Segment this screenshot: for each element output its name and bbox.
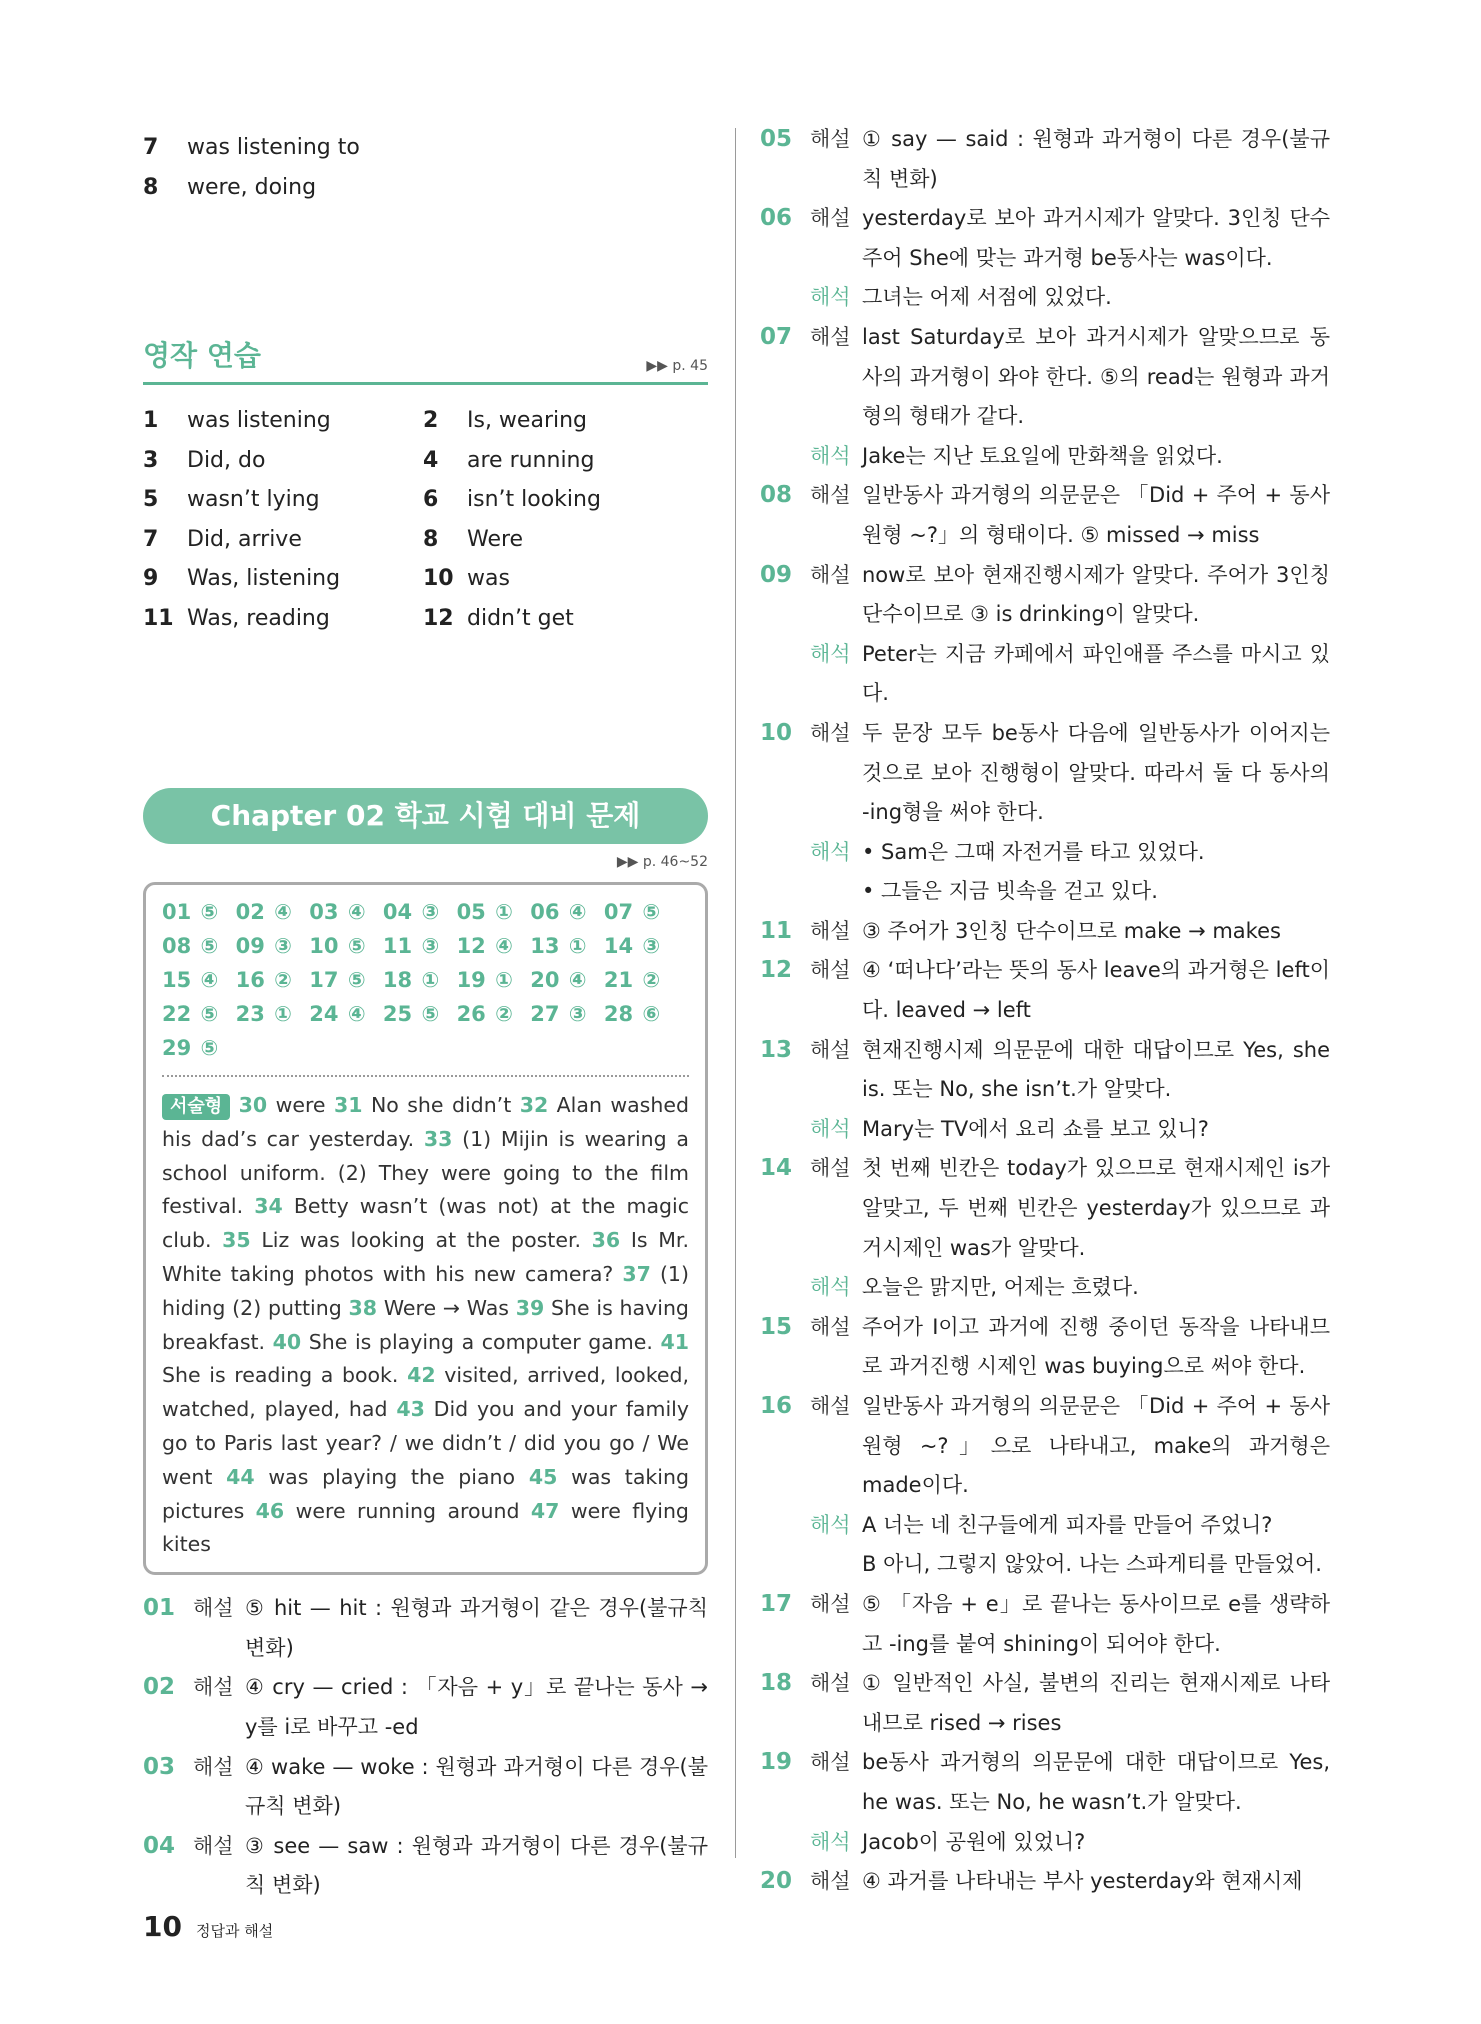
explanation-label: 해설	[810, 206, 851, 231]
writing-item	[423, 401, 703, 441]
explanation-item	[760, 1387, 1330, 1506]
explanation-label: 해설	[810, 1314, 851, 1339]
explanation-number: 07	[760, 323, 793, 350]
explanation-label: 해설	[810, 483, 851, 508]
writing-item-text: Is, wearing	[467, 408, 588, 433]
explanation-text: now로 보아 현재진행시제가 알맞다. 주어가 3인칭 단수이므로 ③ is drinking이 알맞다.	[862, 562, 1330, 627]
explanation-label: 해설	[810, 918, 851, 943]
explanation-number: 01	[143, 1595, 176, 1622]
writing-section-header	[143, 334, 708, 385]
writing-item-number: 10	[423, 566, 454, 591]
explanation-text: Peter는 지금 카페에서 파인애플 주스를 마시고 있다.	[862, 641, 1330, 706]
explanation-label: 해설	[810, 127, 851, 151]
mc-answer: 26 ②	[456, 1002, 513, 1026]
explanation-item	[760, 635, 1330, 714]
writing-item	[143, 520, 423, 560]
explanation-text: 주어가 I이고 과거에 진행 중이던 동작을 나타내므로 과거진행 시제인 was buying으로 써야 한다.	[862, 1314, 1330, 1379]
explanation-text: 그녀는 어제 서점에 있었다.	[862, 285, 1112, 310]
essay-question-number: 34	[254, 1194, 283, 1219]
essay-answer-text: was playing the piano	[268, 1464, 516, 1489]
chapter-page-ref: ▶▶ p. 46~52	[616, 854, 708, 870]
essay-question-number: 31	[333, 1093, 363, 1117]
explanation-text: ③ 주어가 3인칭 단수이므로 make → makes	[862, 918, 1281, 943]
essay-question-number: 33	[423, 1126, 453, 1151]
writing-item	[423, 559, 703, 599]
writing-item-text: wasn’t lying	[187, 487, 320, 512]
essay-answer-text: Liz was looking at the poster.	[261, 1228, 582, 1253]
essay-question-number: 44	[226, 1464, 255, 1489]
explanation-number: 08	[760, 482, 793, 509]
explanation-item	[760, 1664, 1330, 1743]
writing-item-text: was listening	[187, 408, 331, 433]
explanation-item	[143, 1748, 708, 1827]
writing-item	[143, 441, 423, 481]
explanation-label: 해설	[193, 1596, 234, 1621]
mc-answer: 15 ④	[162, 968, 219, 992]
explanation-number: 12	[760, 957, 793, 984]
footer-label: 정답과 해설	[195, 1922, 274, 1940]
explanation-item	[760, 1031, 1330, 1110]
mc-answer: 05 ①	[456, 900, 513, 924]
explanation-item	[760, 318, 1330, 437]
explanation-text: 일반동사 과거형의 의문문은 「Did + 주어 + 동사원형 ~?」의 형태이다. ⑤ missed → miss	[862, 483, 1330, 547]
writing-item-number: 6	[423, 487, 439, 512]
explanation-number	[760, 1110, 810, 1150]
explanation-text: ① 일반적인 사실, 불변의 진리는 현재시제로 나타내므로 rised → rises	[862, 1671, 1330, 1735]
explanation-text: 일반동사 과거형의 의문문은 「Did + 주어 + 동사원형 ~?」으로 나타내고, make의 과거형은 made이다.	[862, 1394, 1330, 1498]
explanation-text: ① say — said : 원형과 과거형이 다른 경우(불규칙 변화)	[862, 127, 1330, 191]
writing-item-number: 9	[143, 566, 159, 591]
explanation-item	[760, 1862, 1330, 1902]
mc-answer: 02 ④	[235, 900, 292, 924]
explanation-label: 해설	[810, 720, 851, 745]
writing-item-text: Did, do	[187, 447, 266, 473]
writing-item-text: Did, arrive	[187, 526, 302, 552]
explanation-text: yesterday로 보아 과거시제가 알맞다. 3인칭 단수 주어 She에 맞는 과거형 be동사는 was이다.	[862, 206, 1330, 270]
essay-question-number: 30	[238, 1093, 268, 1117]
mc-answer: 07 ⑤	[603, 900, 661, 924]
answer-box	[143, 882, 708, 1575]
explanation-label: 해설	[810, 324, 851, 349]
essay-answer-text: were running around	[295, 1498, 520, 1523]
explanation-number	[760, 1506, 810, 1546]
page-number: 10	[143, 1910, 182, 1943]
explanation-item	[143, 1668, 708, 1747]
explanation-text: • 그들은 지금 빗속을 걷고 있다.	[862, 879, 1158, 904]
writing-answers	[143, 401, 708, 638]
explanation-number: 19	[760, 1749, 793, 1776]
essay-answer-text: visited, arrived, looked, watched, played, had	[162, 1363, 689, 1422]
explanation-item	[760, 1743, 1330, 1822]
explanation-text: 오늘은 맑지만, 어제는 흐렸다.	[862, 1275, 1139, 1300]
explanation-label: 해설	[193, 1833, 234, 1858]
mc-answer: 03 ④	[309, 900, 366, 924]
writing-item-text: are running	[467, 447, 595, 473]
mc-answer: 18 ①	[382, 968, 440, 992]
explanation-text: Mary는 TV에서 요리 쇼를 보고 있니?	[862, 1116, 1209, 1141]
explanation-text: ④ cry — cried : 「자음 + y」로 끝나는 동사 → y를 i로 바꾸고 -ed	[245, 1675, 708, 1739]
explanation-text: ④ ‘떠나다’라는 뜻의 동사 leave의 과거형은 left이다. leaved → left	[862, 958, 1330, 1023]
explanation-label: 해석	[810, 641, 851, 666]
writing-item	[423, 599, 703, 639]
explanation-label	[810, 1545, 862, 1585]
essay-question-number: 39	[515, 1295, 545, 1320]
explanation-label: 해석	[810, 839, 851, 864]
page-footer	[143, 1910, 273, 1943]
answer-text: were, doing	[187, 175, 317, 200]
essay-question-number: 41	[660, 1329, 689, 1354]
explanation-number: 02	[143, 1674, 176, 1701]
essay-question-number: 35	[222, 1228, 251, 1253]
explanation-number	[760, 278, 810, 318]
explanation-item	[760, 1149, 1330, 1268]
explanation-label: 해석	[810, 285, 851, 310]
essay-answers	[162, 1089, 689, 1562]
left-column	[143, 128, 708, 1906]
mc-answer: 16 ②	[235, 968, 292, 992]
explanation-label: 해설	[810, 1671, 851, 1696]
essay-question-number: 38	[348, 1295, 378, 1320]
essay-tag: 서술형	[162, 1094, 230, 1120]
essay-question-number: 45	[528, 1464, 558, 1489]
multiple-choice-answers	[162, 895, 689, 1065]
mc-answer: 04 ③	[382, 900, 440, 924]
essay-question-number: 37	[622, 1261, 651, 1286]
explanation-text: ④ 과거를 나타내는 부사 yesterday와 현재시제	[862, 1869, 1303, 1894]
answer-row	[143, 168, 708, 208]
explanation-number	[760, 437, 810, 477]
writing-section-title: 영작 연습	[143, 339, 261, 372]
explanation-number: 14	[760, 1155, 793, 1182]
explanation-number: 04	[143, 1832, 176, 1859]
essay-answer-text: She is reading a book.	[162, 1363, 399, 1388]
explanation-label: 해석	[810, 1116, 851, 1141]
explanation-number: 10	[760, 719, 793, 746]
mc-answer: 12 ④	[456, 934, 513, 958]
explanation-label	[810, 872, 862, 912]
writing-item	[423, 441, 703, 481]
explanation-item	[760, 1585, 1330, 1664]
explanation-item	[143, 1827, 708, 1906]
explanation-item	[760, 1545, 1330, 1585]
writing-item-number: 7	[143, 526, 159, 552]
explanation-item	[760, 1268, 1330, 1308]
explanation-item	[760, 951, 1330, 1030]
essay-question-number: 40	[272, 1329, 302, 1354]
essay-question-number: 46	[255, 1498, 285, 1523]
mc-answer: 23 ①	[235, 1002, 292, 1026]
essay-answer-text: Were → Was	[383, 1295, 509, 1320]
column-divider	[735, 128, 736, 1858]
explanation-item	[760, 833, 1330, 873]
explanation-label: 해석	[810, 1829, 851, 1854]
explanation-text: ④ wake — woke : 원형과 과거형이 다른 경우(불규칙 변화)	[245, 1754, 708, 1819]
explanation-number: 11	[760, 917, 793, 944]
explanation-label: 해설	[810, 1037, 851, 1062]
mc-answer: 01 ⑤	[162, 900, 219, 924]
explanation-number: 13	[760, 1036, 793, 1063]
mc-answer: 08 ⑤	[162, 934, 219, 958]
essay-answer-text: was taking pictures	[162, 1464, 689, 1523]
writing-item	[143, 480, 423, 520]
writing-item	[143, 401, 423, 441]
explanation-number: 15	[760, 1313, 793, 1340]
explanation-label: 해설	[810, 1156, 851, 1181]
writing-item-number: 8	[423, 526, 439, 552]
explanation-text: 첫 번째 빈칸은 today가 있으므로 현재시제인 is가 알맞고, 두 번째 빈칸은 yesterday가 있으므로 과거시제인 was가 알맞다.	[862, 1156, 1330, 1260]
writing-item	[143, 599, 423, 639]
mc-answer: 27 ③	[530, 1002, 587, 1026]
explanation-label: 해설	[810, 1591, 851, 1616]
essay-answer-text: (1) hiding (2) putting	[162, 1261, 689, 1320]
writing-item-number: 1	[143, 408, 159, 433]
writing-item-number: 4	[423, 447, 439, 473]
explanation-number: 18	[760, 1670, 793, 1697]
writing-item	[423, 480, 703, 520]
writing-item-text: isn’t looking	[467, 487, 601, 512]
mc-answer: 09 ③	[235, 934, 292, 958]
answer-number: 8	[143, 175, 159, 200]
explanation-item	[760, 1823, 1330, 1863]
essay-answer-text: Alan washed his dad’s car yesterday.	[162, 1093, 689, 1151]
explanation-item	[760, 1506, 1330, 1546]
explanation-text: • Sam은 그때 자전거를 타고 있었다.	[862, 839, 1205, 864]
mc-answer: 10 ⑤	[309, 934, 366, 958]
explanation-text: last Saturday로 보아 과거시제가 알맞으므로 동사의 과거형이 와야 한다. ⑤의 read는 원형과 과거형의 형태가 같다.	[862, 324, 1330, 429]
explanation-number	[760, 833, 810, 873]
mc-answer: 11 ③	[382, 934, 440, 958]
writing-item-number: 2	[423, 408, 439, 433]
mc-answer: 20 ④	[530, 968, 587, 992]
writing-item-text: was	[467, 566, 510, 591]
explanation-number	[760, 1268, 810, 1308]
explanation-item	[760, 714, 1330, 833]
explanation-text: B 아니, 그렇지 않았어. 나는 스파게티를 만들었어.	[862, 1552, 1322, 1577]
explanation-number: 17	[760, 1590, 793, 1617]
chapter-banner: Chapter 02 학교 시험 대비 문제	[143, 788, 708, 844]
essay-question-number: 43	[396, 1397, 425, 1422]
mc-answer: 06 ④	[530, 900, 587, 924]
explanation-text: 현재진행시제 의문문에 대한 대답이므로 Yes, she is. 또는 No, she isn’t.가 알맞다.	[862, 1037, 1330, 1102]
explanation-item	[760, 199, 1330, 278]
mc-answer: 14 ③	[603, 934, 661, 958]
essay-answer-text: Did you and your family go to Paris last year? / we didn’t / did you go / We went	[162, 1397, 689, 1489]
mc-answer: 28 ⑥	[603, 1002, 661, 1026]
explanation-label: 해석	[810, 1275, 851, 1300]
mc-answer: 17 ⑤	[309, 968, 366, 992]
mc-answer: 24 ④	[309, 1002, 366, 1026]
explanation-item	[760, 872, 1330, 912]
explanation-text: ③ see — saw : 원형과 과거형이 다른 경우(불규칙 변화)	[245, 1833, 708, 1898]
explanation-label: 해석	[810, 443, 851, 468]
explanation-text: Jake는 지난 토요일에 만화책을 읽었다.	[862, 443, 1223, 468]
essay-answer-text: (1) Mijin is wearing a school uniform. (2) They were going to the film festival.	[162, 1126, 689, 1219]
dotted-divider	[162, 1075, 689, 1077]
writing-item	[143, 559, 423, 599]
explanation-label: 해설	[193, 1754, 234, 1779]
explanation-text: ⑤ hit — hit : 원형과 과거형이 같은 경우(불규칙 변화)	[245, 1596, 708, 1660]
top-answers	[143, 128, 708, 208]
explanations-left	[143, 1589, 708, 1906]
explanation-text: 두 문장 모두 be동사 다음에 일반동사가 이어지는 것으로 보아 진행형이 알맞다. 따라서 둘 다 동사의 -ing형을 써야 한다.	[862, 720, 1330, 825]
answer-text: was listening to	[187, 135, 360, 160]
explanation-label: 해석	[810, 1512, 851, 1537]
explanation-item	[760, 120, 1330, 199]
explanation-item	[760, 437, 1330, 477]
mc-answer: 13 ①	[530, 934, 587, 958]
writing-item-number: 11	[143, 605, 174, 631]
explanation-item	[143, 1589, 708, 1668]
mc-answer: 25 ⑤	[382, 1002, 440, 1026]
explanation-number	[760, 1545, 810, 1585]
essay-answer-text: She is having breakfast.	[162, 1295, 689, 1354]
essay-question-number: 47	[530, 1498, 560, 1523]
writing-item-text: Was, listening	[187, 566, 341, 591]
essay-answer-text: Is Mr. White taking photos with his new camera?	[162, 1228, 689, 1286]
explanation-item	[760, 1110, 1330, 1150]
writing-page-ref: ▶▶ p. 45	[646, 358, 708, 374]
explanation-number: 16	[760, 1393, 793, 1419]
explanations-right	[760, 120, 1330, 1902]
mc-answer: 29 ⑤	[162, 1036, 219, 1060]
explanation-label: 해설	[810, 958, 851, 983]
explanation-number: 06	[760, 205, 793, 232]
explanation-item	[760, 912, 1330, 952]
writing-item-number: 3	[143, 447, 159, 473]
essay-answer-text: were	[275, 1093, 326, 1117]
mc-answer: 21 ②	[603, 968, 661, 992]
mc-answer: 19 ①	[456, 968, 513, 992]
explanation-text: be동사 과거형의 의문문에 대한 대답이므로 Yes, he was. 또는 No, he wasn’t.가 알맞다.	[862, 1750, 1330, 1814]
explanation-number	[760, 635, 810, 714]
explanation-text: A 너는 네 친구들에게 피자를 만들어 주었니?	[862, 1512, 1273, 1537]
explanation-item	[760, 556, 1330, 635]
explanation-number: 20	[760, 1868, 793, 1895]
explanation-text: ⑤ 「자음 + e」로 끝나는 동사이므로 e를 생략하고 -ing를 붙여 shining이 되어야 한다.	[862, 1591, 1330, 1656]
essay-question-number: 42	[407, 1363, 436, 1388]
explanation-number: 03	[143, 1753, 176, 1780]
explanation-label: 해설	[810, 562, 851, 587]
essay-answer-text: No she didn’t	[370, 1093, 512, 1117]
explanation-item	[760, 278, 1330, 318]
right-column	[760, 128, 1330, 1902]
mc-answer: 22 ⑤	[162, 1002, 219, 1026]
writing-item	[423, 520, 703, 560]
explanation-number: 09	[760, 561, 793, 588]
explanation-item	[760, 476, 1330, 555]
writing-item-text: Were	[467, 526, 524, 552]
essay-answer-text: were flying kites	[162, 1498, 689, 1557]
essay-question-number: 32	[519, 1093, 549, 1117]
essay-answer-text: She is playing a computer game.	[308, 1329, 653, 1354]
explanation-number: 05	[760, 126, 793, 152]
explanation-number	[760, 872, 810, 912]
explanation-label: 해설	[810, 1869, 851, 1894]
explanation-label: 해설	[810, 1750, 851, 1775]
writing-item-text: didn’t get	[467, 605, 574, 631]
essay-question-number: 36	[591, 1228, 621, 1253]
essay-answer-text: Betty wasn’t (was not) at the magic club.	[162, 1194, 689, 1253]
explanation-number	[760, 1823, 810, 1863]
explanation-item	[760, 1308, 1330, 1387]
explanation-label: 해설	[810, 1394, 851, 1418]
writing-item-number: 12	[423, 605, 454, 631]
answer-number: 7	[143, 135, 159, 160]
explanation-text: Jacob이 공원에 있었니?	[862, 1829, 1086, 1854]
writing-item-number: 5	[143, 487, 159, 512]
answer-row	[143, 128, 708, 168]
writing-item-text: Was, reading	[187, 605, 330, 631]
explanation-label: 해설	[193, 1675, 234, 1700]
